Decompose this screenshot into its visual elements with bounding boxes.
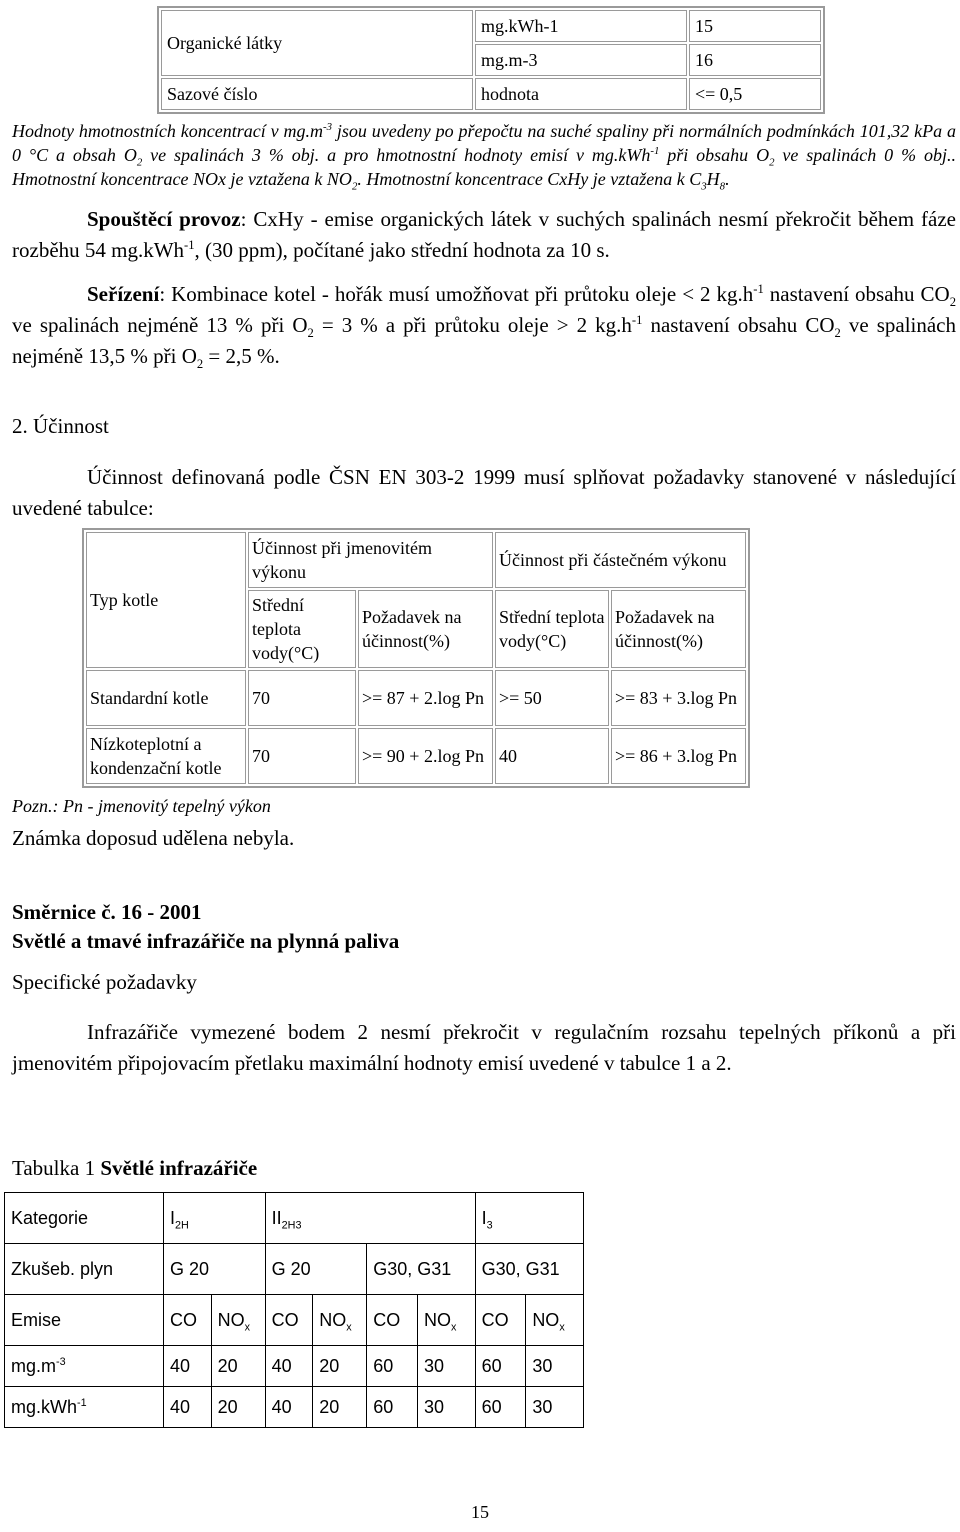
infrared-emissions-table xyxy=(4,1192,584,1428)
nox-header: $NO_x$ xyxy=(417,1295,475,1346)
table-cell: 30 xyxy=(526,1346,584,1387)
page-number: 15 xyxy=(471,1502,489,1522)
certification-note: Známka doposud udělena nebyla. xyxy=(12,826,295,850)
efficiency-intro: Účinnost definovaná podle ČSN EN 303-2 1999 musí splňovat požadavky stanovené v následující uvedené tabulce: xyxy=(12,465,956,520)
table-cell: 30 xyxy=(417,1346,475,1387)
efficiency-table xyxy=(82,528,750,788)
section-heading: 2. Účinnost xyxy=(12,414,109,438)
table-cell: 20 xyxy=(211,1346,265,1387)
table-cell: 40 xyxy=(265,1387,313,1428)
table-caption: Tabulka 1 Světlé infrazářiče xyxy=(12,1156,258,1180)
table-cell: 60 xyxy=(475,1387,526,1428)
table-row xyxy=(5,1346,584,1387)
requirement-header: Požadavek na účinnost(%) xyxy=(611,590,746,668)
directive-title: Světlé a tmavé infrazářiče na plynná paliva xyxy=(12,929,400,953)
test-gas: G30, G31 xyxy=(367,1244,475,1295)
table-cell: 30 xyxy=(526,1387,584,1428)
emission-label: Emise xyxy=(5,1295,164,1346)
category-i3: $I_3$ xyxy=(475,1193,583,1244)
value-kwh: 15 xyxy=(689,10,821,42)
test-gas: G30, G31 xyxy=(475,1244,583,1295)
test-gas-label: Zkušeb. plyn xyxy=(5,1244,164,1295)
requirement: >= 83 + 3.log Pn xyxy=(611,670,746,726)
mean-temp-header: Střední teplota vody(°C) xyxy=(495,590,609,668)
mean-temp: 70 xyxy=(248,728,356,784)
startup-paragraph: Spouštěcí provoz: CxHy - emise organických látek v suchých spalinách nesmí překročit během fáze rozběhu 54 mg.kWh$^{-1}$, (30 ppm), počítané jako střední hodnota za 10 s. xyxy=(12,207,957,262)
category-i2h: $I_{2H}$ xyxy=(164,1193,266,1244)
infrared-intro: Infrazářiče vymezené bodem 2 nesmí překročit v regulačním rozsahu tepelných příkonů a při jmenovitém připojovacím přetlaku maximální hodnoty emisí uvedené v tabulce 1 a 2. xyxy=(12,1020,956,1075)
nominal-header: Účinnost při jmenovitém výkonu xyxy=(248,532,493,588)
mean-temp: 70 xyxy=(248,670,356,726)
table-cell: 40 xyxy=(265,1346,313,1387)
table-cell: 30 xyxy=(417,1387,475,1428)
table-cell: 40 xyxy=(164,1387,212,1428)
mean-temp-header: Střední teplota vody(°C) xyxy=(248,590,356,668)
category-ii2h3: $II_{2H3}$ xyxy=(265,1193,475,1244)
table-cell: 60 xyxy=(367,1387,418,1428)
table-cell: 20 xyxy=(313,1387,367,1428)
requirement: >= 86 + 3.log Pn xyxy=(611,728,746,784)
nox-header: $NO_x$ xyxy=(211,1295,265,1346)
nox-header: $NO_x$ xyxy=(313,1295,367,1346)
co-header: CO xyxy=(475,1295,526,1346)
table-cell: 40 xyxy=(164,1346,212,1387)
soot-unit: hodnota xyxy=(475,78,687,110)
nox-header: $NO_x$ xyxy=(526,1295,584,1346)
unit-m3: $mg.m^{-3}$ xyxy=(5,1346,164,1387)
partial-header: Účinnost při částečném výkonu xyxy=(495,532,746,588)
concentration-note: Hodnoty hmotnostních koncentrací v $mg.m^{-3}$ jsou uvedeny po přepočtu na suché spaliny při normálních podmínkách 101,32 kPa a 0 °C a obsah $O_2$ ve spalinách 3 % obj. a pro hmotnostní hodnoty emisí v mg.kWh$^{-1}$ při obsahu $O_2$ ve spalinách 0 % obj.. Hmotnostní koncentrace NOx je vztažena k $NO_2$. Hmotnostní koncentrace CxHy je vztažena k $C_3H_8$. xyxy=(12,121,957,193)
category-label: Kategorie xyxy=(5,1193,164,1244)
requirement: >= 90 + 2.log Pn xyxy=(358,728,493,784)
co-header: CO xyxy=(367,1295,418,1346)
directive-number: Směrnice č. 16 - 2001 xyxy=(12,900,202,924)
table-cell: 20 xyxy=(313,1346,367,1387)
mean-temp: 40 xyxy=(495,728,609,784)
unit-kwh: mg.kWh-1 xyxy=(475,10,687,42)
boiler-type-header: Typ kotle xyxy=(86,532,246,668)
table-cell: 20 xyxy=(211,1387,265,1428)
table-cell: 60 xyxy=(475,1346,526,1387)
boiler-type: Standardní kotle xyxy=(86,670,246,726)
mean-temp: >= 50 xyxy=(495,670,609,726)
table-row xyxy=(86,728,746,784)
requirement: >= 87 + 2.log Pn xyxy=(358,670,493,726)
emission-limits-table xyxy=(157,6,825,114)
requirement-header: Požadavek na účinnost(%) xyxy=(358,590,493,668)
value-m3: 16 xyxy=(689,44,821,76)
footnote: Pozn.: Pn - jmenovitý tepelný výkon xyxy=(12,796,271,816)
co-header: CO xyxy=(265,1295,313,1346)
test-gas: G 20 xyxy=(265,1244,367,1295)
table-row xyxy=(5,1387,584,1428)
table-row xyxy=(86,670,746,726)
organic-label: Organické látky xyxy=(161,10,473,76)
test-gas: G 20 xyxy=(164,1244,266,1295)
boiler-type: Nízkoteplotní a kondenzační kotle xyxy=(86,728,246,784)
unit-m3: mg.m-3 xyxy=(475,44,687,76)
setup-paragraph: Seřízení: Kombinace kotel - hořák musí umožňovat při průtoku oleje < 2 $kg.h^{-1}$ nastavení obsahu $CO_2$ ve spalinách nejméně 13 % při $O_2 = 3$ % a při průtoku oleje > 2 $kg.h^{-1}$ nastavení obsahu $CO_2$ ve spalinách nejméně 13,5 % při $O_2 = 2,5$ %. xyxy=(12,282,957,372)
table-cell: 60 xyxy=(367,1346,418,1387)
soot-value: <= 0,5 xyxy=(689,78,821,110)
unit-kwh: mg.kWh$^{-1}$ xyxy=(5,1387,164,1428)
co-header: CO xyxy=(164,1295,212,1346)
specific-requirements: Specifické požadavky xyxy=(12,970,197,994)
soot-label: Sazové číslo xyxy=(161,78,473,110)
